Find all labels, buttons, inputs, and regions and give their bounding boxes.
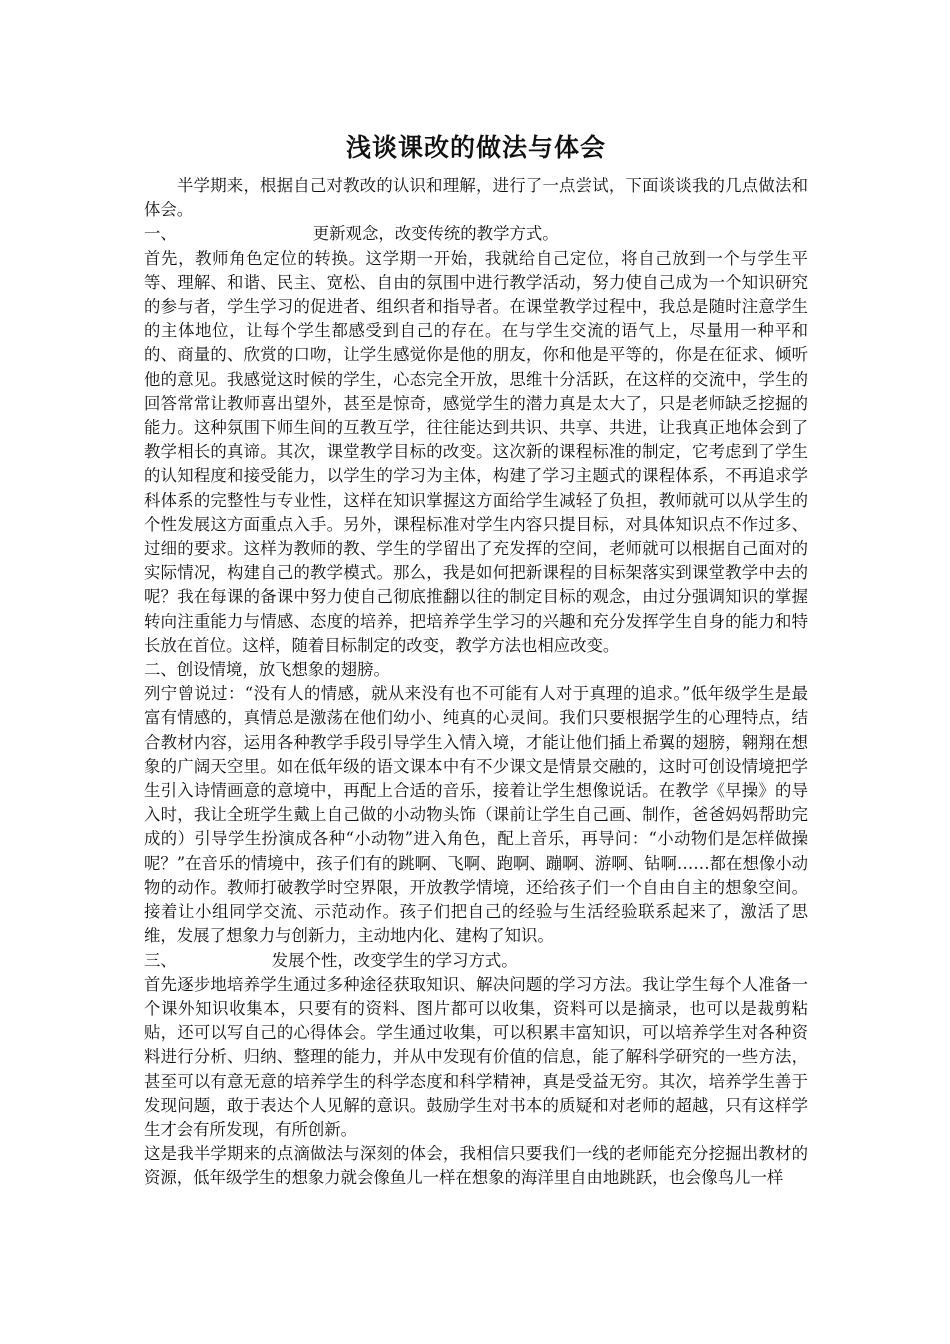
document-page: [144, 128, 808, 1191]
intro-paragraph: 半学期来，根据自己对教改的认识和理解，进行了一点尝试，下面谈谈我的几点做法和体会。: [144, 176, 808, 220]
conclusion-paragraph: 这是我半学期来的点滴做法与深刻的体会，我相信只要我们一线的老师能充分挖掘出教材的资源，低年级学生的想象力就会像鱼儿一样在想象的海洋里自由地跳跃，也会像鸟儿一样: [144, 1144, 808, 1188]
section-1-heading-text: 更新观念，改变传统的教学方式。: [312, 224, 559, 244]
section-3-number: 三、: [144, 950, 177, 970]
section-2-body: 列宁曾说过：“没有人的情感，就从来没有也不可能有人对于真理的追求。”低年级学生是最富有情感的，真情总是激荡在他们幼小、纯真的心灵间。我们只要根据学生的心理特点，结合教材内容，运用各种教学手段引导学生入情入境，才能让他们插上希翼的翅膀，翱翔在想象的广阔天空里。如在低年级的语文课本中有不少课文是情景交融的，这时可创设情境把学生引入诗情画意的意境中，再配上合适的音乐，接着让学生想像说话。在教学《早操》的导入时，我让全班学生戴上自己做的小动物头饰（课前让学生自己画、制作，爸爸妈妈帮助完成的）引导学生扮演成各种“小动物”进入角色，配上音乐，再导问：“小动物们是怎样做操呢？”在音乐的情境中，孩子们有的跳啊、飞啊、跑啊、蹦啊、游啊、钻啊……都在想像小动物的动作。教师打破教学时空界限，开放教学情境，还给孩子们一个自由自主的想象空间。接着让小组同学交流、示范动作。孩子们把自己的经验与生活经验联系起来了，激活了思维，发展了想象力与创新力，主动地内化、建构了知识。: [144, 684, 809, 946]
section-2-heading: 二、创设情境，放飞想象的翅膀。: [144, 660, 390, 680]
section-3-heading: [144, 949, 808, 973]
section-1-body: 首先，教师角色定位的转换。这学期一开始，我就给自己定位，将自己放到一个与学生平等、理解、和谐、民主、宽松、自由的氛围中进行教学活动，努力使自己成为一个知识研究的参与者，学生学习的促进者、组织者和指导者。在课堂教学过程中，我总是随时注意学生的主体地位，让每个学生都感受到自己的存在。在与学生交流的语气上，尽量用一种平和的、商量的、欣赏的口吻，让学生感觉你是他的朋友，你和他是平等的，你是在征求、倾听他的意见。我感觉这时候的学生，心态完全开放，思维十分活跃，在这样的交流中，学生的回答常常让教师喜出望外，甚至是惊奇，感觉学生的潜力真是太大了，只是老师缺乏挖掘的能力。这种氛围下师生间的互教互学，往往能达到共识、共享、共进，让我真正地体会到了教学相长的真谛。其次，课堂教学目标的改变。这次新的课程标准的制定，它考虑到了学生的认知程度和接受能力，以学生的学习为主体，构建了学习主题式的课程体系，不再追求学科体系的完整性与专业性，这样在知识掌握这方面给学生减轻了负担，教师就可以从学生的个性发展这方面重点入手。另外，课程标准对学生内容只提目标，对具体知识点不作过多、过细的要求。这样为教师的教、学生的学留出了充发挥的空间，老师就可以根据自己面对的实际情况，构建自己的教学模式。那么，我是如何把新课程的目标架落实到课堂教学中去的呢？我在每课的备课中努力使自己彻底推翻以往的制定目标的观念，由过分强调知识的掌握转向注重能力与情感、态度的培养，把培养学生学习的兴趣和充分发挥学生自身的能力和特长放在首位。这样，随着目标制定的改变，教学方法也相应改变。: [144, 248, 808, 655]
section-3-heading-text: 发展个性，改变学生的学习方式。: [271, 950, 518, 970]
section-1-heading: [144, 222, 808, 246]
section-3-body: 首先逐步地培养学生通过多种途径获取知识、解决问题的学习方法。我让学生每个人准备一个课外知识收集本，只要有的资料、图片都可以收集，资料可以是摘录，也可以是裁剪粘贴，还可以写自己的心得体会。学生通过收集，可以积累丰富知识，可以培养学生对各种资料进行分析、归纳、整理的能力，并从中发现有价值的信息，能了解科学研究的一些方法，甚至可以有意无意的培养学生的科学态度和科学精神，真是受益无穷。其次，培养学生善于发现问题，敢于表达个人见解的意识。鼓励学生对书本的质疑和对老师的超越，只有这样学生才会有所发现，有所创新。: [144, 974, 808, 1139]
document-title: 浅谈课改的做法与体会: [345, 133, 606, 162]
section-1-number: 一、: [144, 224, 177, 244]
